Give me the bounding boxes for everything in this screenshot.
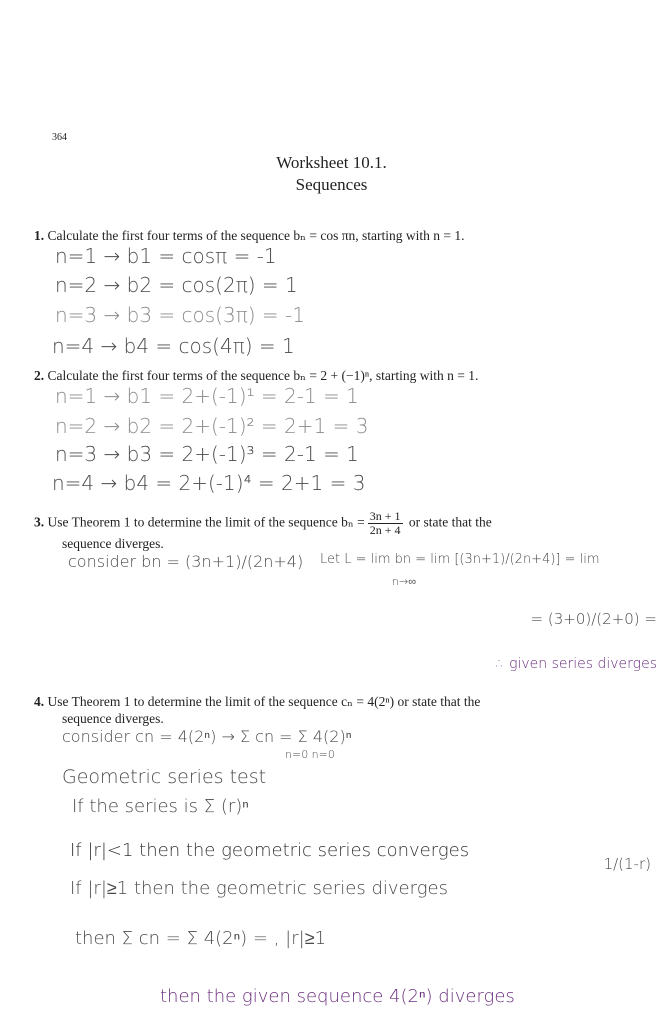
- answer-line: ∴ given series diverges: [495, 656, 657, 672]
- answer-line: n=1 → b1 = cosπ = -1: [55, 244, 277, 268]
- problem-number: 1.: [34, 228, 45, 243]
- problem-number: 4.: [34, 694, 45, 709]
- answer-line: If |r|<1 then the geometric series converges: [70, 840, 470, 861]
- answer-line: then Σ cn = Σ 4(2ⁿ) = , |r|≥1: [75, 928, 327, 949]
- answer-line: consider bn = (3n+1)/(2n+4): [68, 552, 304, 571]
- problem-text: Calculate the first four terms of the sequence bₙ = 2 + (−1)ⁿ, starting with n = 1.: [47, 368, 479, 383]
- answer-line: consider cn = 4(2ⁿ) → Σ cn = Σ 4(2)ⁿ: [62, 727, 352, 746]
- answer-line: n=0 n=0: [285, 748, 335, 761]
- problem-number: 3.: [34, 514, 45, 530]
- page-subtitle: Sequences: [295, 175, 368, 194]
- answer-line: If the series is Σ (r)ⁿ: [72, 796, 249, 817]
- answer-line: n=1 → b1 = 2+(-1)¹ = 2-1 = 1: [55, 384, 359, 408]
- fraction-denominator: 2n + 4: [369, 523, 401, 537]
- answer-line: n=4 → b4 = 2+(-1)⁴ = 2+1 = 3: [52, 471, 366, 495]
- answer-line: = (3+0)/(2+0) =: [530, 610, 657, 628]
- problem-3: [34, 510, 492, 537]
- problem-text: Calculate the first four terms of the sequence bₙ = cos πn, starting with n = 1.: [47, 228, 465, 243]
- page-title: Worksheet 10.1.: [276, 153, 387, 172]
- fraction: [368, 510, 403, 537]
- answer-line: 1/(1-r): [603, 855, 651, 873]
- answer-line: n→∞: [392, 575, 417, 588]
- problem-2: [34, 368, 478, 384]
- fraction-numerator: 3n + 1: [369, 509, 401, 523]
- answer-line: n=3 → b3 = cos(3π) = -1: [55, 303, 305, 327]
- answer-line: then the given sequence 4(2ⁿ) diverges: [160, 986, 515, 1007]
- problem-text: Use Theorem 1 to determine the limit of the sequence bₙ =: [47, 514, 365, 530]
- answer-line: n=2 → b2 = cos(2π) = 1: [55, 273, 298, 297]
- problem-text: sequence diverges.: [62, 536, 164, 551]
- problem-4: [34, 694, 480, 710]
- answer-line: n=4 → b4 = cos(4π) = 1: [52, 334, 295, 358]
- problem-text: Use Theorem 1 to determine the limit of the sequence cₙ = 4(2ⁿ) or state that the: [47, 694, 481, 709]
- problem-1: [34, 228, 465, 244]
- problem-text: sequence diverges.: [62, 711, 164, 726]
- page-number: 364: [52, 132, 67, 143]
- answer-line: n=2 → b2 = 2+(-1)² = 2+1 = 3: [55, 414, 369, 438]
- problem-text: or state that the: [408, 514, 492, 530]
- answer-line: Let L = lim bn = lim [(3n+1)/(2n+4)] = lim: [320, 552, 600, 567]
- answer-line: n=3 → b3 = 2+(-1)³ = 2-1 = 1: [55, 442, 359, 466]
- problem-number: 2.: [34, 368, 45, 383]
- answer-line: If |r|≥1 then the geometric series diverges: [70, 878, 448, 899]
- answer-line: Geometric series test: [62, 766, 267, 788]
